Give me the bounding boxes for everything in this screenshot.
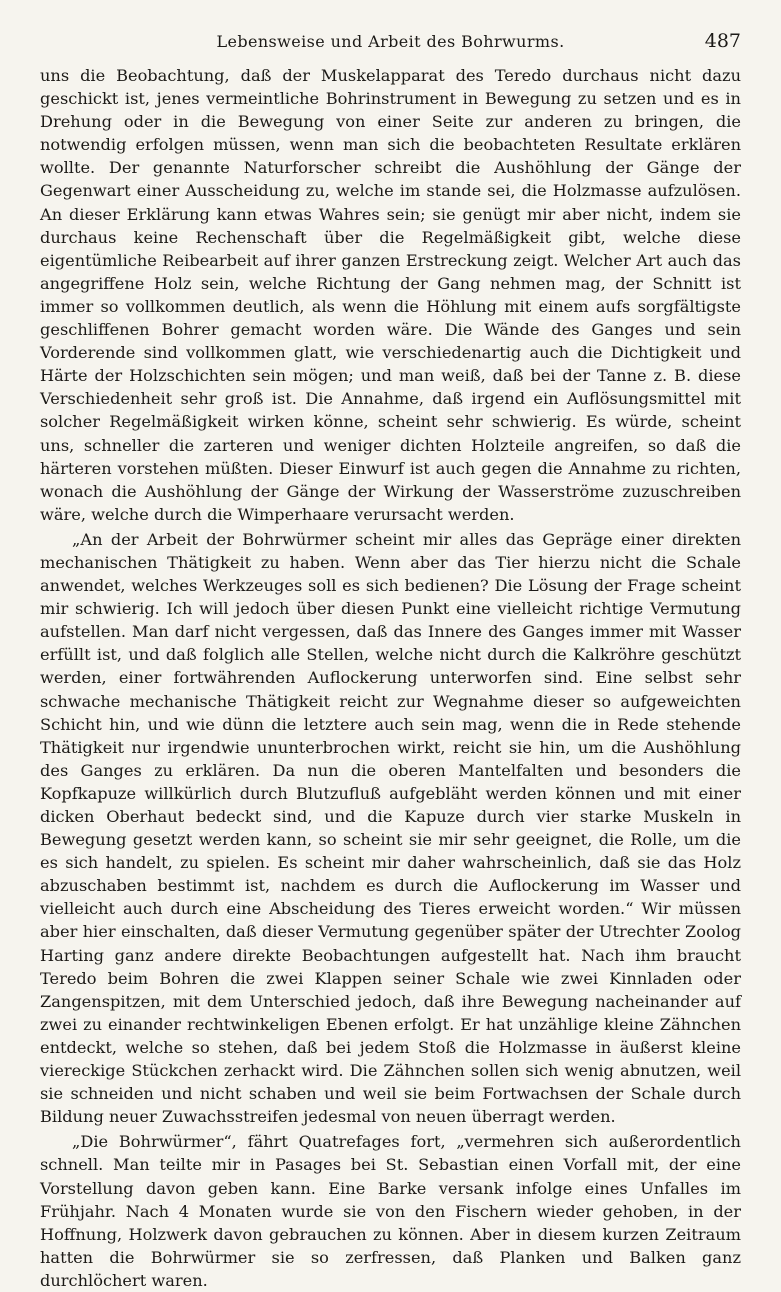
paragraph-1: uns die Beobachtung, daß der Muskelapparat des Teredo durchaus nicht dazu geschickt ist, jenes vermeintliche Bohrinstrument in Bewegung zu setzen und es in Drehung oder in die Bewegung von einer Seite zur anderen zu bringen, die notwendig erfolgen müssen, wenn man sich die beobachteten Resultate erklären wollte. Der genannte Naturforscher schreibt die Aushöhlung der Gänge der Gegenwart einer Ausscheidung zu, welche im stande sei, die Holzmasse aufzulösen. An dieser Erklärung kann etwas Wahres sein; sie genügt mir aber nicht, indem sie durchaus keine Rechenschaft über die Regelmäßigkeit gibt, welche diese eigentümliche Reibearbeit auf ihrer ganzen Erstreckung zeigt. Welcher Art auch das angegriffene Holz sein, welche Richtung der Gang nehmen mag, der Schnitt ist immer so vollkommen deutlich, als wenn die Höhlung mit einem aufs sorgfältigste geschliffenen Bohrer gemacht worden wäre. Die Wände des Ganges und sein Vorderende sind vollkommen glatt, wie verschiedenartig auch die Dichtigkeit und Härte der Holzschichten sein mögen; und man weiß, daß bei der Tanne z. B. diese Verschiedenheit sehr groß ist. Die Annahme, daß irgend ein Auflösungsmittel mit solcher Regelmäßigkeit wirken könne, scheint sehr schwierig. Es würde, scheint uns, schneller die zarteren und weniger dichten Holzteile angreifen, so daß die härteren vorstehen müßten. Dieser Einwurf ist auch gegen die Annahme zu richten, wonach die Aushöhlung der Gänge der Wirkung der Wasserströme zuzuschreiben wäre, welche durch die Wimperhaare verursacht werden. [40, 66, 741, 524]
page-number: 487 [704, 30, 741, 52]
running-title: Lebensweise und Arbeit des Bohrwurms. [216, 32, 565, 51]
running-head [40, 30, 741, 58]
paragraph-2: „An der Arbeit der Bohrwürmer scheint mir alles das Gepräge einer direkten mechanischen Thätigkeit zu haben. Wenn aber das Tier hierzu nicht die Schale anwendet, welches Werkzeuges soll es sich bedienen? Die Lösung der Frage scheint mir schwierig. Ich will jedoch über diesen Punkt eine vielleicht richtige Vermutung aufstellen. Man darf nicht vergessen, daß das Innere des Ganges immer mit Wasser erfüllt ist, und daß folglich alle Stellen, welche nicht durch die Kalkröhre geschützt werden, einer fortwährenden Auflockerung unterworfen sind. Eine selbst sehr schwache mechanische Thätigkeit reicht zur Wegnahme dieser so aufgeweichten Schicht hin, und wie dünn die letztere auch sein mag, wenn die in Rede stehende Thätigkeit nur irgendwie ununterbrochen wirkt, reicht sie hin, um die Aushöhlung des Ganges zu erklären. Da nun die oberen Mantelfalten und besonders die Kopfkapuze willkürlich durch Blutzufluß aufgebläht werden können und mit einer dicken Oberhaut bedeckt sind, und die Kapuze durch vier starke Muskeln in Bewegung gesetzt werden kann, so scheint sie mir sehr geeignet, die Rolle, um die es sich handelt, zu spielen. Es scheint mir daher wahrscheinlich, daß sie das Holz abzuschaben bestimmt ist, nachdem es durch die Auflockerung im Wasser und vielleicht auch durch eine Abscheidung des Tieres erweicht worden.“ Wir müssen aber hier einschalten, daß dieser Vermutung gegenüber später der Utrechter Zoolog Harting ganz andere direkte Beobachtungen aufgestellt hat. Nach ihm braucht Teredo beim Bohren die zwei Klappen seiner Schale wie zwei Kinnladen oder Zangenspitzen, mit dem Unterschied jedoch, daß ihre Bewegung nacheinander auf zwei zu einander rechtwinkeligen Ebenen erfolgt. Er hat unzählige kleine Zähnchen entdeckt, welche so stehen, daß bei jedem Stoß die Holzmasse in äußerst kleine viereckige Stückchen zerhackt wird. Die Zähnchen sollen sich wenig abnutzen, weil sie schneiden und nicht schaben und weil sie beim Fortwachsen der Schale durch Bildung neuer Zuwachsstreifen jedesmal von neuen überragt werden. [40, 529, 741, 1127]
body-text [40, 64, 741, 1292]
paragraph-3: „Die Bohrwürmer“, fährt Quatrefages fort, „vermehren sich außerordentlich schnell. Man teilte mir in Pasages bei St. Sebastian einen Vorfall mit, der eine Vorstellung davon geben kann. Eine Barke versank infolge eines Unfalles im Frühjahr. Nach 4 Monaten wurde sie von den Fischern wieder gehoben, in der Hoffnung, Holzwerk davon gebrauchen zu können. Aber in diesem kurzen Zeitraum hatten die Bohrwürmer sie so zerfressen, daß Planken und Balken ganz durchlöchert waren. [40, 1132, 741, 1290]
